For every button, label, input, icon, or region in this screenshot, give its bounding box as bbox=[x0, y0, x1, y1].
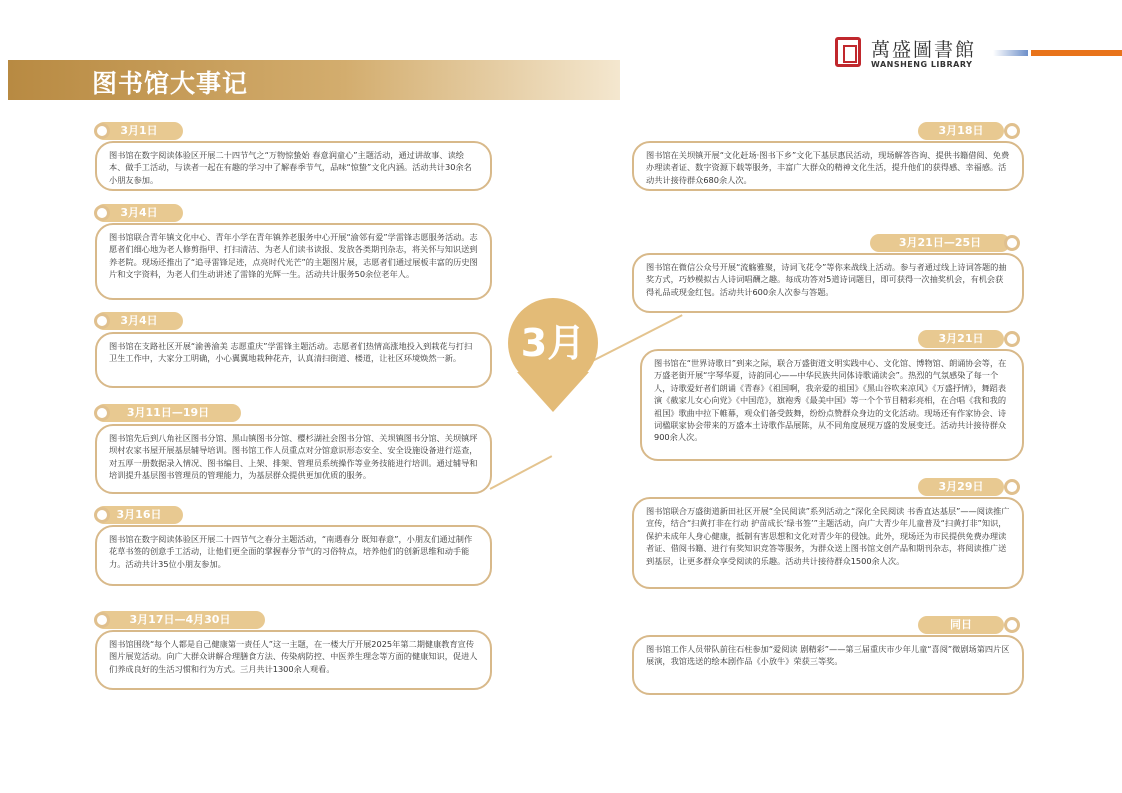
event-card bbox=[95, 141, 492, 191]
event-card bbox=[95, 223, 492, 300]
event-date: 3月17日—4月30日 bbox=[95, 611, 265, 629]
library-seal-icon bbox=[835, 37, 861, 67]
event-date: 3月1日 bbox=[95, 122, 183, 140]
timeline-dot bbox=[1004, 235, 1020, 251]
event-text: 图书馆在数字阅读体验区开展二十四节气之春分主题活动，“南遇春分 既知春意”，小朋友们通过制作花草书签的创意手工活动，让他们更全面的掌握春分节气的习俗特点，培养他们的创新思维和动手能力。活动共计35位小朋友参加。 bbox=[109, 534, 473, 569]
event-date: 同日 bbox=[918, 616, 1004, 634]
event-card bbox=[632, 635, 1024, 695]
event-text: 图书馆在“世界诗歌日”到来之际，联合万盛街道文明实践中心、文化馆、博物馆、朗诵协会等，在万盛老街开展“字琴华夏，诗韵同心——中华民族共同体诗歌诵读会”。热烈的气氛感染了每一个人，诗歌爱好者们朗诵《青春》《祖国啊，我亲爱的祖国》《黑山谷吹来凉风》《万盛抒情》，舞蹈表演《截家儿女心向党》《中国范》，旗袍秀《最美中国》等一个个节目精彩亮相，在合唱《我和我的祖国》歌曲中拉下帷幕，观众们备受鼓舞，纷纷点赞群众身边的文化活动。现场还有作家协会、诗词楹联家协会带来的万盛本土诗歌作品展陈，从不同角度展现万盛的发展变迁。活动共计接待群众900余人次。 bbox=[654, 358, 1007, 443]
event-text: 图书馆联合万盛街道新田社区开展“全民阅读”系列活动之“深化全民阅读 书香直达基层”——阅读推广宣传，结合“扫黄打非在行动 护苗成长‘绿书签’”主题活动，向广大青少年儿童普及“扫黄打非”知识，保护未成年人身心健康，抵制有害思想和文化对青少年的侵蚀。此外，现场还为市民提供免费办理读者证、借阅书籍、进行有奖知识竞答等服务，为群众送上图书馆文创产品和期刊杂志，将阅读推广送到基层，让更多群众享受阅读的乐趣。活动共计接待群众1500余人次。 bbox=[646, 506, 1010, 566]
event-card bbox=[95, 525, 492, 586]
event-date: 3月29日 bbox=[918, 478, 1004, 496]
event-date: 3月16日 bbox=[95, 506, 183, 524]
event-date: 3月4日 bbox=[95, 312, 183, 330]
event-text: 图书馆工作人员带队前往石柱参加“爱阅读 剧精彩”——第三届重庆市少年儿童“喜阅”微剧场第四片区展演，我馆选送的绘本剧作品《小放牛》荣获三等奖。 bbox=[646, 644, 1010, 667]
timeline-dot bbox=[94, 205, 110, 221]
connector-line bbox=[490, 455, 553, 490]
event-date: 3月21日—25日 bbox=[870, 234, 1010, 252]
timeline-dot bbox=[94, 313, 110, 329]
event-card bbox=[632, 141, 1024, 191]
event-text: 图书馆在微信公众号开展“流觞雅聚，诗词飞花令”等你来战线上活动。参与者通过线上诗词答题的抽奖方式，巧妙模拟古人诗词唱酬之趣。每成功答对5道诗词题目，即可获得一次抽奖机会，有机会获得礼品或现金红包。活动共计600余人次参与答题。 bbox=[646, 262, 1007, 297]
page-title: 图书馆大事记 bbox=[92, 69, 249, 98]
event-card bbox=[95, 424, 492, 494]
accent-bar-blue bbox=[993, 50, 1028, 56]
timeline-dot bbox=[1004, 479, 1020, 495]
logo-chinese-name: 萬盛圖書館 bbox=[871, 39, 977, 61]
timeline-dot bbox=[94, 405, 110, 421]
event-text: 图书馆在支路社区开展“渝善渝美 志愿重庆”学雷锋主题活动。志愿者们热情高涨地投入到栽花与打扫卫生工作中，大家分工明确，小心翼翼地栽种花卉，认真清扫街道、楼道，让社区环境焕然一新。 bbox=[109, 341, 473, 364]
timeline-dot bbox=[94, 507, 110, 523]
timeline-dot bbox=[94, 123, 110, 139]
timeline-dot bbox=[1004, 617, 1020, 633]
event-card bbox=[95, 630, 492, 690]
event-text: 图书馆先后到八角社区图书分馆、黑山镇图书分馆、樱杉湖社会图书分馆、关坝镇图书分馆、关坝镇坪坝村农家书屋开展基层辅导培训。图书馆工作人员重点对分馆意识形态安全、安全设施设备进行巡查，对五厚一册数据录入情况、图书编目、上架、排架、管理员系统操作等业务技能进行培训。通过辅导和培训提升基层图书管理员的管理能力，为基层群众提供更加优质的服务。 bbox=[109, 433, 478, 481]
month-label: 3月 bbox=[520, 321, 586, 365]
event-text: 图书馆在关坝镇开展“文化赶场·图书下乡”文化下基层惠民活动，现场解答咨询、提供书籍借阅、免费办理读者证、数字资源下载等服务，丰富广大群众的精神文化生活，提升他们的获得感、幸福感。活动共计接待群众680余人次。 bbox=[646, 150, 1010, 185]
timeline-dot bbox=[1004, 123, 1020, 139]
event-date: 3月18日 bbox=[918, 122, 1004, 140]
event-date: 3月21日 bbox=[918, 330, 1004, 348]
timeline-dot bbox=[1004, 331, 1020, 347]
event-card bbox=[640, 349, 1024, 461]
event-card bbox=[632, 497, 1024, 589]
month-marker-pin bbox=[517, 372, 589, 412]
event-text: 图书馆联合青年镇文化中心、青年小学在青年镇养老服务中心开展“渝邻有爱”学雷锋志愿服务活动。志愿者们细心地为老人修剪指甲、打扫清洁、为老人们读书读报、发放各类期刊杂志，将关怀与知识送到养老院。现场还推出了“追寻雷锋足迹，点亮时代光芒”的主题图片展，志愿者们通过展板丰富的历史图片和文字资料，为老人们生动讲述了雷锋的光辉一生。活动共计服务50余位老年人。 bbox=[109, 232, 478, 280]
timeline-dot bbox=[94, 612, 110, 628]
event-text: 图书馆围绕“每个人都是自己健康第一责任人”这一主题，在一楼大厅开展2025年第二期健康教育宣传图片展览活动。向广大群众讲解合理膳食方法、传染病防控、中医养生理念等方面的健康知识，促进人们养成良好的生活习惯和行为方式。三月共计1300余人观看。 bbox=[109, 639, 478, 674]
event-text: 图书馆在数字阅读体验区开展二十四节气之“万物惊蛰始 春意润童心”主题活动，通过讲故事、读绘本、做手工活动，与读者一起在有趣的学习中了解春季节气，品味“惊蛰”文化内涵。活动共计30余名小朋友参加。 bbox=[109, 150, 472, 185]
event-date: 3月4日 bbox=[95, 204, 183, 222]
event-card bbox=[632, 253, 1024, 313]
logo-english-name: WANSHENG LIBRARY bbox=[871, 60, 973, 69]
event-date: 3月11日—19日 bbox=[95, 404, 241, 422]
event-card bbox=[95, 332, 492, 388]
accent-bar-orange bbox=[1031, 50, 1122, 56]
